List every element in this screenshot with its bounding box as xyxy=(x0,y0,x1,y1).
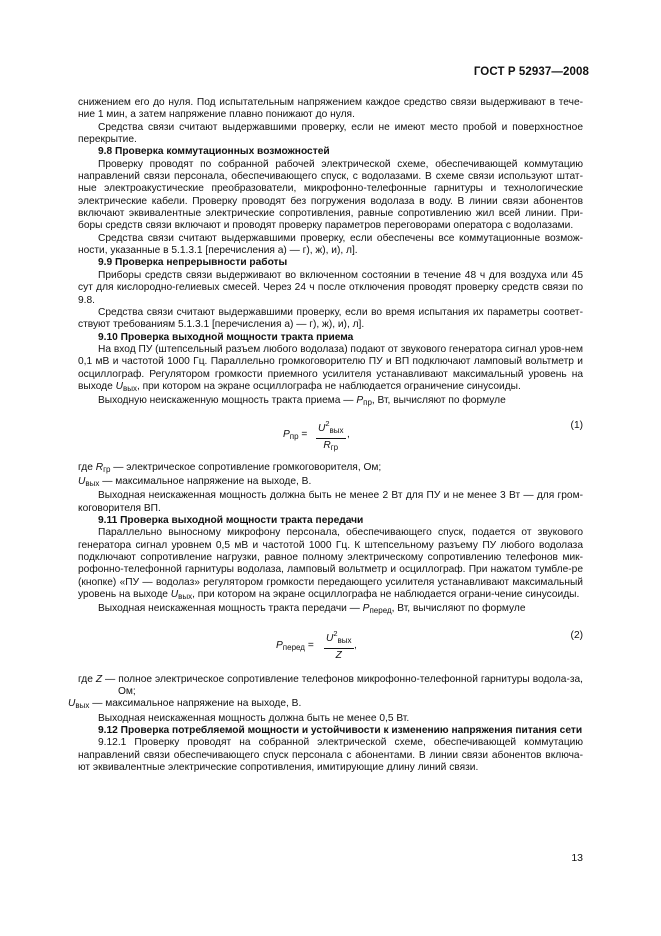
paragraph: Выходная неискаженная мощность тракта передачи — Pперед, Вт, вычисляют по формуле xyxy=(98,603,526,616)
paragraph: Средства связи считают выдержавшими проверку, если не имеют место пробой и поверхностное перекрытие. xyxy=(78,121,583,146)
section-heading-9-10: 9.10 Проверка выходной мощности тракта приема xyxy=(98,331,354,343)
section-heading-9-9: 9.9 Проверка непрерывности работы xyxy=(98,257,288,269)
paragraph: Средства связи считают выдержавшими проверку, если во время испытания их параметры соответ-ствуют требованиям 5.1.3.1 [перечисления а) — г), ж), и), л]. xyxy=(78,306,583,331)
standard-designation: ГОСТ Р 52937—2008 xyxy=(473,66,589,78)
paragraph: Выходную неискаженную мощность тракта приема — Pпр, Вт, вычисляют по формуле xyxy=(98,395,506,408)
formula-2 xyxy=(78,618,583,674)
paragraph: Выходная неискаженная мощность должна быть не менее 0,5 Вт. xyxy=(98,712,410,724)
paragraph: Средства связи считают выдержавшими проверку, если обеспечены все коммутационные возмож-ности, указанные в 5.1.3.1 [перечисления а) — г), ж), и), л]. xyxy=(78,232,583,257)
equation-number: (1) xyxy=(570,419,583,431)
formula-fraction: $U^2_{вых}$ Z xyxy=(326,628,352,662)
formula-1 xyxy=(78,410,583,462)
section-heading-9-11: 9.11 Проверка выходной мощности тракта передачи xyxy=(98,514,364,526)
section-heading-9-8: 9.8 Проверка коммутационных возможностей xyxy=(98,146,330,158)
definition: где Rгр — электрическое сопротивление громкоговорителя, Ом; xyxy=(78,461,382,474)
section-heading-9-12: 9.12 Проверка потребляемой мощности и устойчивости к изменению напряжения питания сети xyxy=(98,725,583,737)
definition: Uвых — максимальное напряжение на выходе, В. xyxy=(68,698,302,711)
definition: Uвых — максимальное напряжение на выходе, В. xyxy=(78,475,312,488)
paragraph: снижением его до нуля. Под испытательным напряжением каждое средство связи выдерживают в тече-ние 1 мин, а затем напряжение плавно понижают до нуля. xyxy=(78,97,583,121)
paragraph: 9.12.1 Проверку проводят на собранной электрической схеме, обеспечивающей коммутацию направлений связи обеспечивающего спуск персонала с абонентами. В линии связи абонентов включа-ют эквивалентные электрические сопротивления, имитирующие длину линий связи. xyxy=(78,737,583,774)
paragraph: Параллельно выносному микрофону персонала, обеспечивающего спуск, подается от звукового генератора сигнал уровнем 0,5 мВ и частотой 1000 Гц. К штепсельному разъему ПУ любого водолаза подключают сопротивление нагрузки, равное полному электрическому сопротивлению телефонов мик-рофонно-телефонной гарнитуры водолаза, ламповый вольтметр и осциллограф. При нажатом тумбле-ре (кнопке) «ПУ — водолаз» регулятором громкости передающего усилителя устанавливают максимальный уровень на выходе Uвых, при котором на экране осциллографа не наблюдается ограни-чение синусоиды. xyxy=(78,527,583,602)
page-body xyxy=(68,97,584,774)
paragraph: Приборы средств связи выдерживают во включенном состоянии в течение 48 ч для воздуха или 45 сут для кислородно-гелиевых смесей. Через 24 ч после отключения проводят проверку средств связи по 9.8. xyxy=(78,269,583,306)
formula-lhs: $P_{перед}$ = xyxy=(276,639,314,652)
formula-lhs: $P_{пр}$ = xyxy=(283,428,308,441)
formula-comma: , xyxy=(347,428,350,440)
formula-comma: , xyxy=(354,639,357,651)
paragraph: Выходная неискаженная мощность должна быть не менее 2 Вт для ПУ и не менее 3 Вт — для гром-коговорителя ВП. xyxy=(78,490,583,514)
paragraph: На вход ПУ (штепсельный разъем любого водолаза) подают от звукового генератора сигнал уров-нем 0,1 мВ и частотой 1000 Гц. Параллельно громкоговорителю ПУ и ВП подключают ламповый вольтметр и осциллограф. Регулятором громкости приемного усилителя устанавливают максимальный уровень на выходе Uвых, при котором на экране осциллографа не наблюдается ограничение синусоиды. xyxy=(78,343,583,393)
page-number: 13 xyxy=(571,852,583,864)
paragraph: Проверку проводят по собранной рабочей электрической схеме, обеспечивающей коммутацию направлений связи персонала, обеспечивающего спуск, с водолазами. В схеме связи используют штат-ные электроакустические преобразователи, микрофонно-телефонные гарнитуры и технологические электрические кабели. Проверку проводят без погружения водолаза в воду. В линии связи абонентов включают эквивалентные электрические сопротивления, равные сопротивлению жил всей линии. При-боры средств связи включают и проводят проверку параметров переговорами оператора с водолазами. xyxy=(78,158,583,232)
equation-number: (2) xyxy=(570,629,583,641)
formula-fraction: $U^2_{вых}$ $R_{гр}$ xyxy=(318,418,344,452)
definition: где Z — полное электрическое сопротивление телефонов микрофонно-телефонной гарнитуры водола-за, Ом; xyxy=(78,673,584,698)
